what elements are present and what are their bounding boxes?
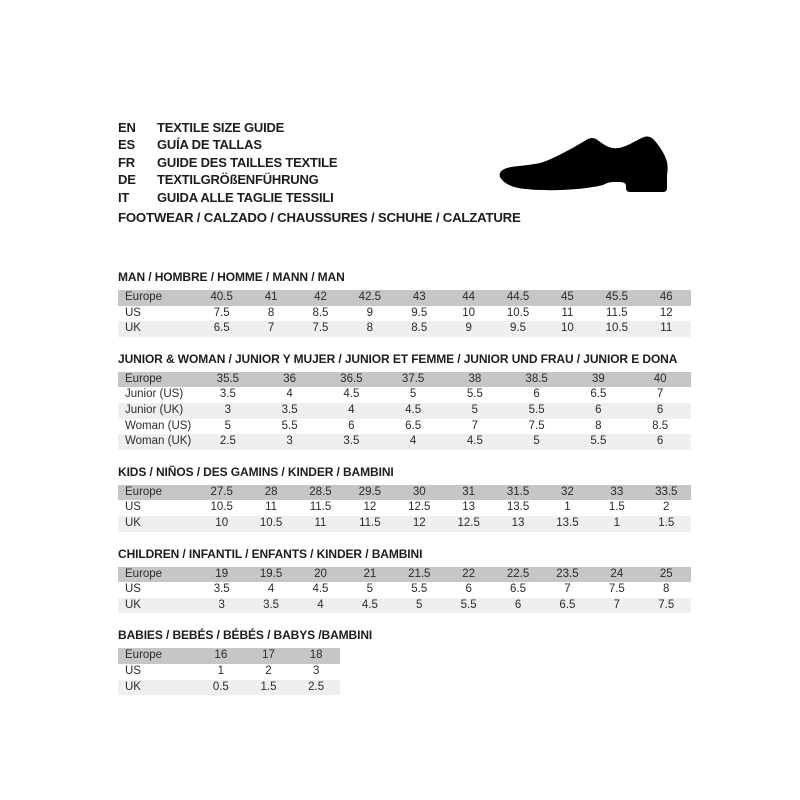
size-value: 2.5 [219, 435, 236, 448]
size-value: 5.5 [411, 583, 428, 596]
size-value: 3 [286, 435, 293, 448]
section-junior-woman [118, 353, 691, 450]
size-value: 5.5 [281, 419, 298, 432]
size-table-row [118, 387, 691, 403]
size-table-row [118, 403, 691, 419]
size-value: 7 [656, 388, 664, 401]
size-value: 7.5 [528, 419, 545, 432]
size-value: 6.5 [510, 583, 527, 596]
size-value: 11 [561, 306, 574, 319]
size-table [118, 567, 691, 614]
size-value: 22 [462, 567, 476, 580]
row-label: UK [125, 680, 141, 693]
row-label: US [125, 583, 141, 596]
language-label: GUÍA DE TALLAS [157, 137, 262, 153]
size-value: 12 [659, 306, 673, 319]
size-table [118, 290, 691, 337]
size-value: 37.5 [401, 372, 425, 385]
row-label: UK [125, 516, 141, 529]
size-value: 2 [265, 664, 272, 677]
size-table [118, 648, 340, 695]
size-value: 39 [591, 372, 605, 385]
language-code: EN [118, 120, 136, 135]
size-value: 13 [511, 516, 525, 529]
size-value: 6 [533, 388, 540, 401]
size-value: 4 [317, 598, 324, 611]
size-value: 8 [595, 419, 602, 432]
size-value: 3 [312, 664, 320, 677]
row-label: Junior (US) [125, 388, 184, 401]
size-value: 8 [267, 306, 275, 319]
size-value: 17 [262, 649, 275, 662]
size-value: 22.5 [506, 567, 530, 580]
size-table [118, 372, 691, 450]
size-value: 1.5 [658, 516, 675, 529]
size-value: 4 [267, 583, 275, 596]
size-value: 21 [363, 567, 377, 580]
size-value: 3 [218, 598, 225, 611]
size-value: 21.5 [408, 567, 431, 580]
language-code: ES [118, 137, 135, 153]
size-value: 11.5 [309, 501, 332, 514]
size-value: 11.5 [606, 306, 628, 319]
size-table-row [118, 664, 340, 680]
size-value: 40.5 [210, 291, 233, 304]
size-value: 12 [412, 516, 426, 529]
language-label: TEXTILE SIZE GUIDE [157, 120, 285, 135]
size-value: 9.5 [411, 306, 428, 319]
size-table-header-row [118, 567, 691, 583]
size-table-header-row [118, 290, 691, 306]
size-value: 3.5 [219, 388, 236, 401]
size-value: 4.5 [343, 388, 360, 401]
size-value: 1 [613, 516, 621, 529]
size-value: 45.5 [605, 291, 629, 304]
size-value: 29.5 [358, 485, 382, 498]
size-value: 38 [468, 372, 482, 385]
row-label: Woman (UK) [125, 435, 192, 448]
size-value: 4 [286, 388, 293, 401]
size-value: 9 [366, 306, 374, 319]
size-value: 23.5 [556, 567, 579, 580]
size-value: 8.5 [312, 306, 329, 319]
size-value: 20 [314, 567, 327, 580]
section-man [118, 271, 691, 337]
size-value: 3.5 [343, 435, 360, 448]
row-label: Europe [125, 291, 163, 304]
language-code: FR [118, 154, 135, 170]
language-row [118, 136, 691, 153]
language-row [118, 119, 691, 136]
size-value: 5.5 [590, 435, 607, 448]
size-value: 5 [416, 598, 423, 611]
size-table-header-row [118, 485, 691, 501]
size-value: 45 [561, 291, 574, 304]
size-value: 6.5 [405, 419, 422, 432]
category-line: FOOTWEAR / CALZADO / CHAUSSURES / SCHUHE / CALZATURE [118, 210, 521, 226]
size-value: 11 [314, 516, 327, 529]
size-value: 13.5 [506, 501, 530, 514]
size-value: 7 [471, 419, 479, 432]
size-value: 10.5 [506, 306, 530, 319]
section-kids [118, 466, 691, 532]
size-value: 4.5 [405, 404, 422, 416]
size-value: 44 [462, 291, 476, 304]
size-value: 4 [348, 404, 355, 416]
size-value: 5.5 [528, 404, 545, 416]
size-value: 5.5 [460, 598, 477, 611]
size-table-row [118, 516, 691, 532]
size-value: 2 [663, 501, 670, 514]
size-value: 32 [561, 485, 574, 498]
row-label: Junior (UK) [125, 404, 184, 416]
size-value: 4.5 [466, 435, 483, 448]
row-label: Europe [125, 372, 163, 385]
size-value: 11 [265, 501, 278, 514]
size-tables [118, 271, 691, 695]
size-value: 46 [659, 291, 673, 304]
size-value: 40 [653, 372, 667, 385]
size-table-row [118, 680, 340, 696]
size-value: 6 [465, 583, 472, 596]
size-value: 7.5 [658, 598, 675, 611]
size-value: 31 [462, 485, 476, 498]
section-children [118, 548, 691, 614]
size-value: 8.5 [652, 419, 669, 432]
size-value: 7 [267, 322, 275, 335]
size-value: 43 [412, 291, 426, 304]
size-value: 5 [366, 583, 374, 596]
size-value: 2.5 [308, 680, 325, 693]
size-value: 7.5 [608, 583, 625, 596]
size-value: 10 [462, 306, 476, 319]
size-value: 13.5 [556, 516, 579, 529]
row-label: Europe [125, 485, 163, 498]
section-title: MAN / HOMBRE / HOMME / MANN / MAN [118, 270, 345, 285]
row-label: Woman (US) [125, 419, 192, 432]
size-value: 6 [514, 598, 522, 611]
row-label: US [125, 501, 141, 514]
section-title: KIDS / NIÑOS / DES GAMINS / KINDER / BAMBINI [118, 464, 394, 479]
size-value: 6.5 [590, 388, 607, 401]
size-value: 4.5 [361, 598, 378, 611]
language-row [118, 154, 691, 171]
section-babies [118, 629, 691, 695]
size-value: 10.5 [259, 516, 283, 529]
language-code: IT [118, 189, 130, 205]
size-value: 41 [264, 291, 278, 304]
size-table-header-row [118, 648, 340, 664]
size-value: 9.5 [510, 322, 527, 335]
size-value: 8 [366, 322, 374, 335]
language-row [118, 189, 691, 206]
size-value: 4.5 [312, 583, 329, 596]
size-value: 7 [564, 583, 571, 596]
size-value: 28.5 [309, 485, 332, 498]
size-value: 28 [264, 485, 278, 498]
size-table-row [118, 419, 691, 435]
size-value: 31.5 [506, 485, 530, 498]
language-row [118, 171, 691, 188]
size-table-row [118, 582, 691, 598]
size-value: 12 [363, 501, 377, 514]
size-value: 11.5 [359, 516, 381, 529]
section-title: BABIES / BEBÉS / BÉBÉS / BABYS /BAMBINI [118, 628, 373, 643]
size-value: 6 [348, 419, 355, 432]
size-value: 36.5 [340, 372, 363, 385]
size-value: 4 [409, 435, 417, 448]
size-value: 19 [215, 567, 229, 580]
size-value: 8 [663, 583, 670, 596]
size-value: 10.5 [605, 322, 629, 335]
size-value: 3.5 [213, 583, 230, 596]
size-value: 3.5 [281, 404, 298, 416]
size-value: 9 [465, 322, 472, 335]
size-value: 18 [309, 649, 323, 662]
size-value: 25 [659, 567, 673, 580]
size-value: 6.5 [559, 598, 576, 611]
size-value: 3.5 [263, 598, 280, 611]
size-value: 7.5 [312, 322, 329, 335]
size-value: 6 [656, 404, 664, 416]
size-value: 5 [471, 404, 479, 416]
size-value: 1.5 [260, 680, 277, 693]
size-value: 35.5 [216, 372, 240, 385]
size-value: 7 [613, 598, 621, 611]
size-value: 11 [660, 322, 673, 335]
size-value: 42.5 [358, 291, 382, 304]
size-value: 10.5 [210, 501, 233, 514]
row-label: Europe [125, 567, 163, 580]
row-label: UK [125, 598, 141, 611]
size-value: 6.5 [213, 322, 230, 335]
size-value: 5 [409, 388, 417, 401]
row-label: US [125, 306, 141, 319]
size-table [118, 485, 691, 532]
row-label: UK [125, 322, 141, 335]
size-value: 10 [561, 322, 574, 335]
size-value: 33.5 [655, 485, 678, 498]
size-value: 38.5 [525, 372, 548, 385]
row-label: Europe [125, 649, 163, 662]
size-table-header-row [118, 372, 691, 388]
size-table-row [118, 500, 691, 516]
size-value: 13 [462, 501, 476, 514]
size-value: 30 [412, 485, 426, 498]
size-value: 19.5 [259, 567, 283, 580]
language-label: GUIDA ALLE TAGLIE TESSILI [157, 189, 334, 205]
size-value: 1 [564, 501, 571, 514]
size-value: 0.5 [212, 680, 229, 693]
size-table-row [118, 598, 691, 614]
size-value: 12.5 [457, 516, 480, 529]
size-value: 1 [217, 664, 225, 677]
size-value: 33 [610, 485, 624, 498]
language-code: DE [118, 172, 136, 188]
size-value: 10 [215, 516, 229, 529]
size-value: 27.5 [210, 485, 233, 498]
size-value: 12.5 [408, 501, 431, 514]
size-value: 5 [224, 419, 232, 432]
size-value: 5 [533, 435, 540, 448]
size-value: 16 [214, 649, 228, 662]
size-value: 1.5 [608, 501, 625, 514]
size-value: 42 [314, 291, 327, 304]
size-value: 7.5 [213, 306, 230, 319]
size-value: 3 [224, 404, 232, 416]
size-value: 44.5 [506, 291, 530, 304]
size-value: 36 [283, 372, 297, 385]
size-value: 6 [595, 404, 602, 416]
section-title: CHILDREN / INFANTIL / ENFANTS / KINDER / BAMBINI [118, 546, 423, 561]
language-list [118, 119, 691, 206]
language-label: GUIDE DES TAILLES TEXTILE [157, 154, 338, 170]
row-label: US [125, 664, 141, 677]
size-value: 8.5 [411, 322, 428, 335]
section-title: JUNIOR & WOMAN / JUNIOR Y MUJER / JUNIOR ET FEMME / JUNIOR UND FRAU / JUNIOR E DONA [118, 351, 678, 366]
language-label: TEXTILGRÖßENFÜHRUNG [157, 172, 319, 188]
size-value: 6 [656, 435, 664, 448]
size-value: 5.5 [466, 388, 483, 401]
size-table-row [118, 434, 691, 450]
size-value: 24 [610, 567, 624, 580]
size-table-row [118, 306, 691, 322]
size-table-row [118, 321, 691, 337]
